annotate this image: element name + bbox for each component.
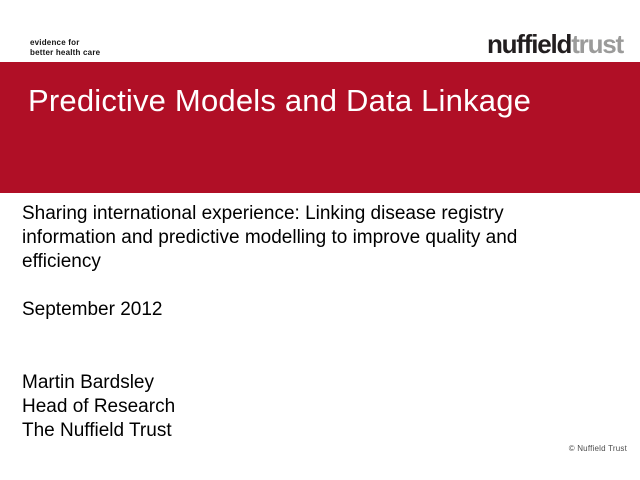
author-role: Head of Research: [22, 396, 176, 417]
subtitle-line-2: information and predictive modelling to improve quality and: [22, 227, 518, 248]
author-name: Martin Bardsley: [22, 372, 154, 393]
nuffield-trust-logo: [487, 31, 623, 57]
header-band: [0, 0, 640, 62]
slide-title: Predictive Models and Data Linkage: [28, 83, 532, 118]
strapline-line-1: evidence for: [30, 38, 80, 47]
author-block: [22, 371, 175, 443]
date-text: September 2012: [22, 299, 163, 320]
subtitle-paragraph: [22, 202, 517, 274]
logo-text-nuffield: nuffield: [486, 29, 572, 59]
copyright-notice: © Nuffield Trust: [568, 444, 627, 453]
title-banner: [0, 62, 640, 193]
strapline-logo: [30, 38, 100, 58]
author-organisation: The Nuffield Trust: [22, 420, 172, 441]
subtitle-line-1: Sharing international experience: Linking disease registry: [22, 203, 504, 224]
subtitle-line-3: efficiency: [22, 251, 101, 272]
logo-text-trust: trust: [571, 29, 623, 59]
strapline-line-2: better health care: [30, 48, 101, 57]
